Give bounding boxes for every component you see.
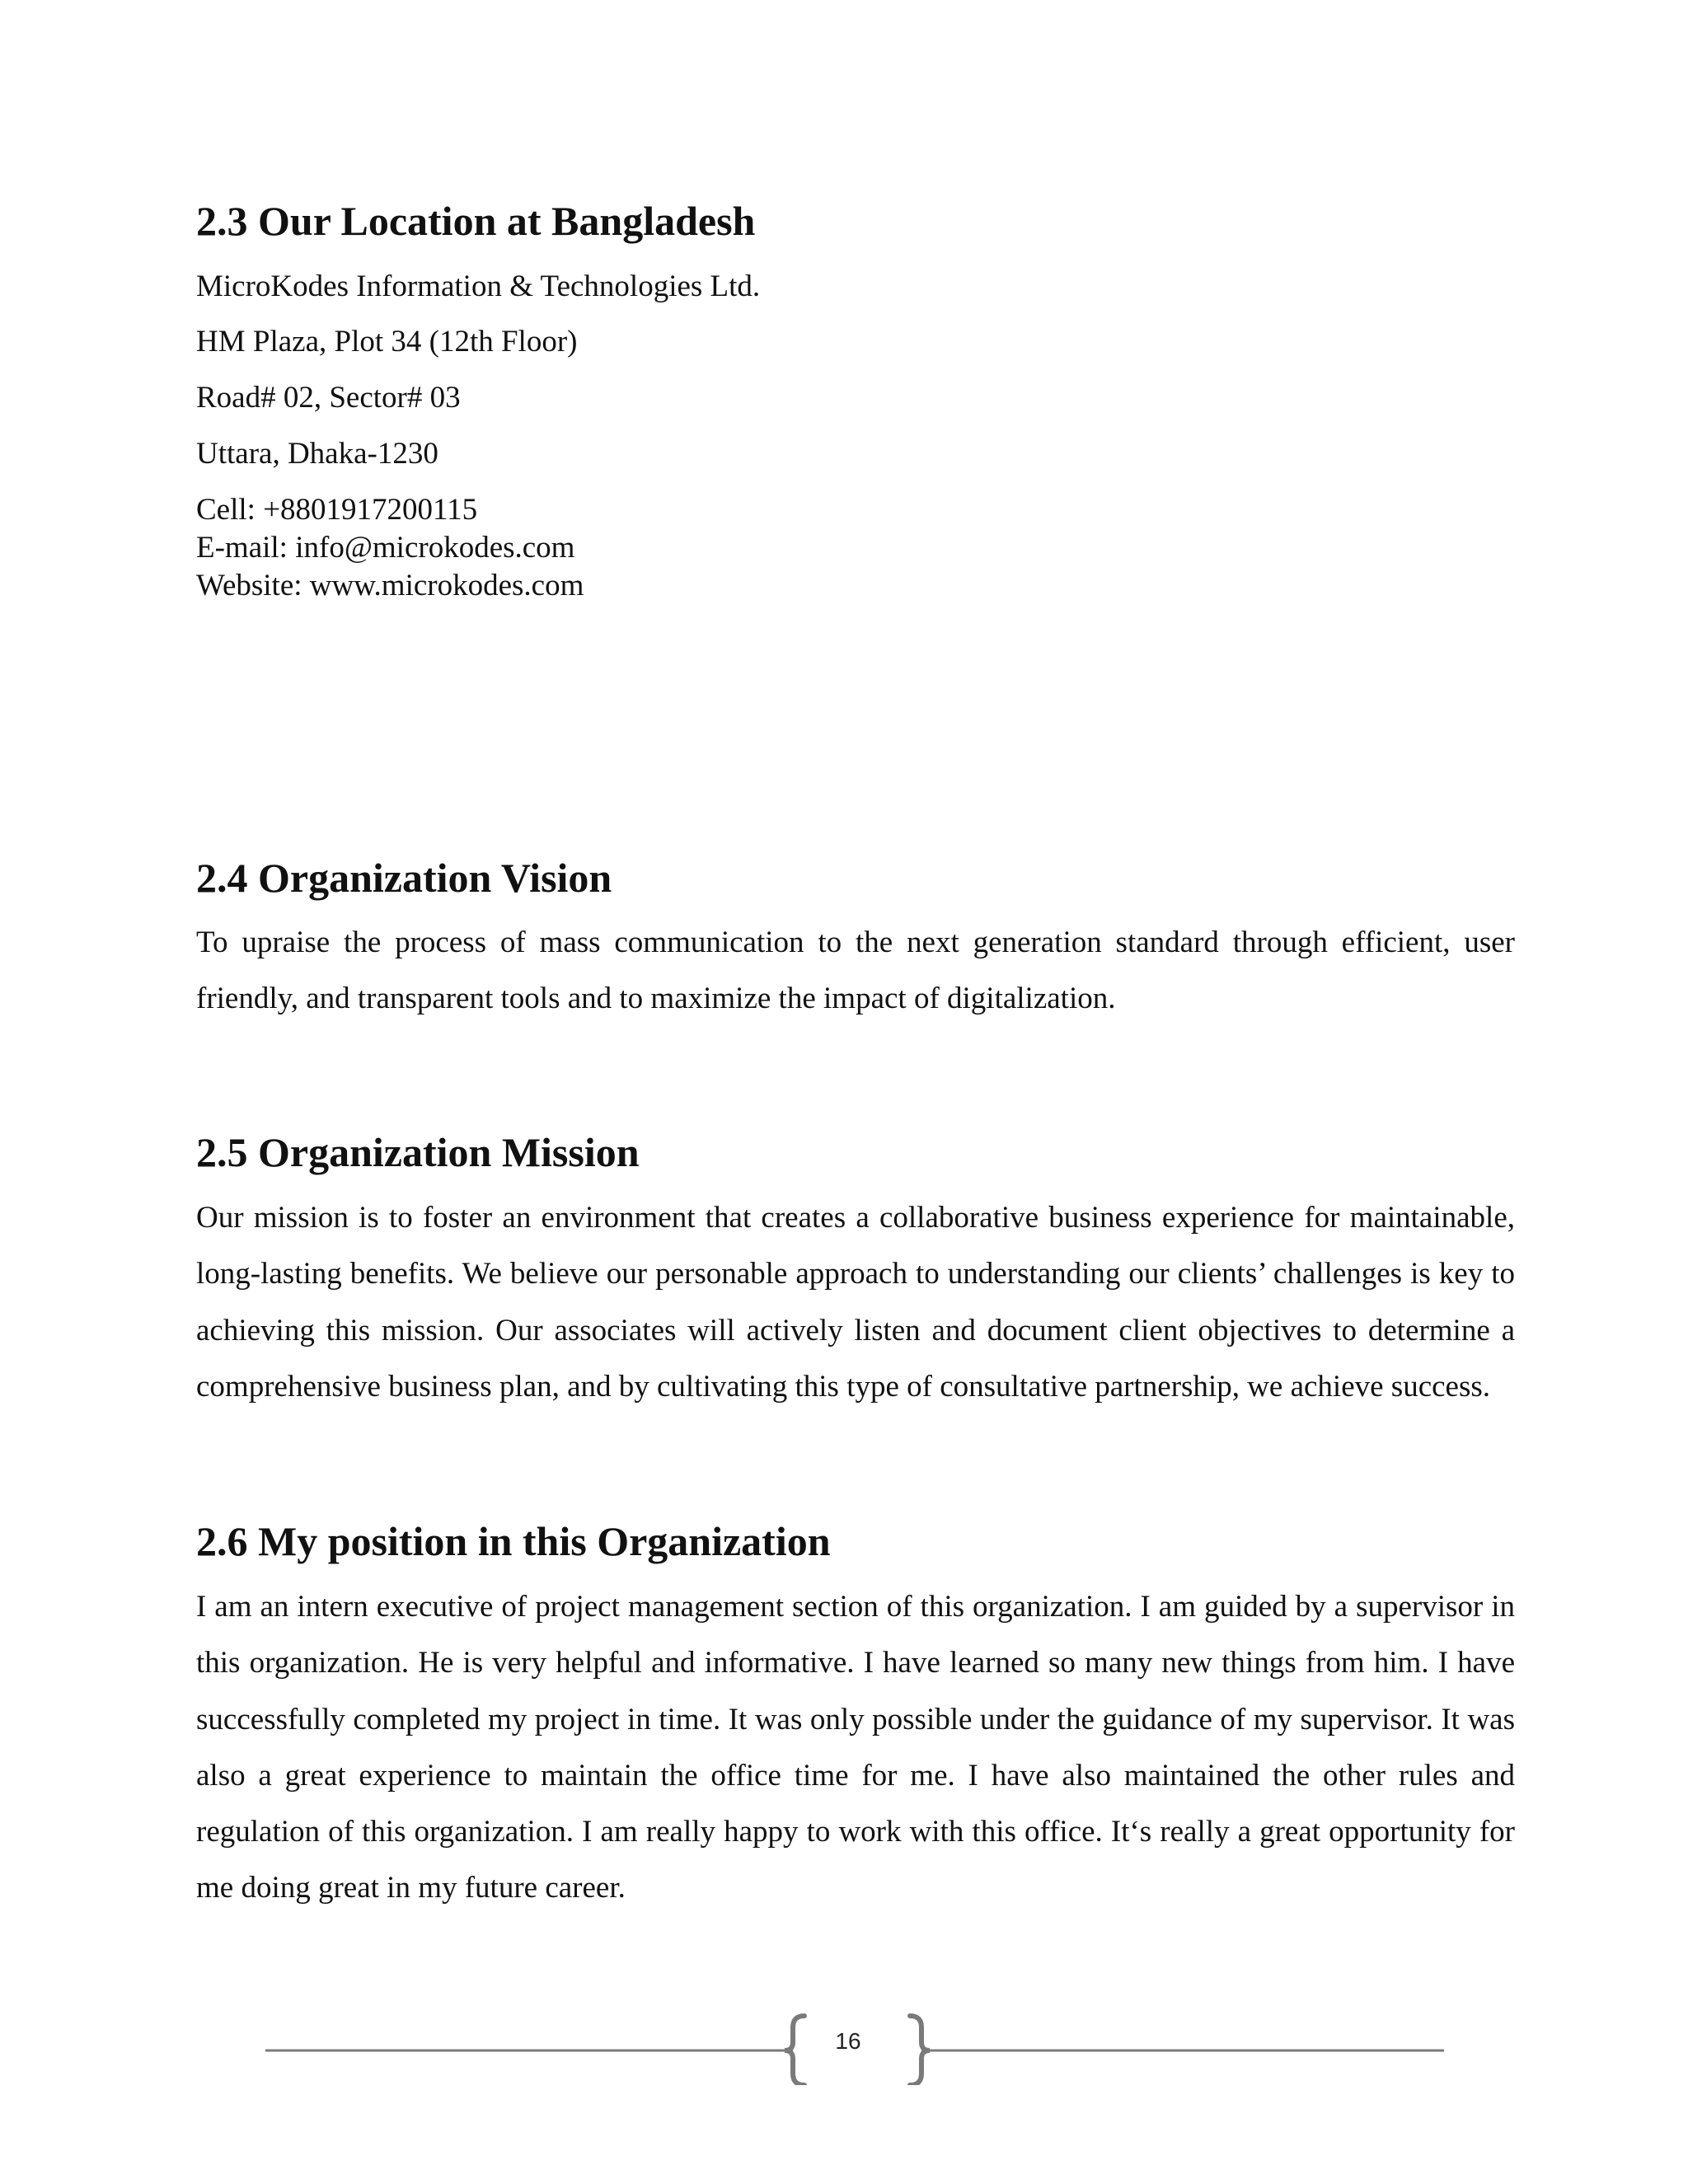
address-company: MicroKodes Information & Technologies Ltd. <box>196 269 761 303</box>
vision-heading: 2.4 Organization Vision <box>196 855 612 901</box>
address-building: HM Plaza, Plot 34 (12th Floor) <box>196 325 578 359</box>
position-body: I am an intern executive of project management section of this organization. I am guided by a supervisor in this organization. He is very helpful and informative. I have learned so many new things from him. I have successfully completed my project in time. It was only possible under the guidance of my supervisor. It was also a great experience to maintain the office time for me. I have also maintained the other rules and regulation of this organization. I am really happy to work with this office. It‘s really a great opportunity for me doing great in my future career. <box>196 1590 1515 1905</box>
mission-body: Our mission is to foster an environment that creates a collaborative business experience for maintainable, long-lasting benefits. We believe our personable approach to understanding our clients’ challenges is key to achieving this mission. Our associates will actively listen and document client objectives to determine a comprehensive business plan, and by cultivating this type of consultative partnership, we achieve success. <box>196 1201 1515 1404</box>
address-city: Uttara, Dhaka-1230 <box>196 437 438 471</box>
location-heading: 2.3 Our Location at Bangladesh <box>196 198 756 244</box>
address-road: Road# 02, Sector# 03 <box>196 381 461 415</box>
contact-cell: Cell: +8801917200115 <box>196 493 478 527</box>
contact-website: Website: www.microkodes.com <box>196 569 584 602</box>
left-brace-icon <box>785 2016 804 2085</box>
page-number: 16 <box>835 2028 861 2054</box>
vision-body: To upraise the process of mass communication to the next generation standard through efficient, user friendly, and transparent tools and to maximize the impact of digitalization. <box>196 926 1515 1016</box>
contact-email: E-mail: info@microkodes.com <box>196 531 575 565</box>
mission-heading: 2.5 Organization Mission <box>196 1129 640 1175</box>
position-heading: 2.6 My position in this Organization <box>196 1518 831 1564</box>
page-footer <box>0 2011 1688 2085</box>
right-brace-icon <box>910 2016 930 2085</box>
